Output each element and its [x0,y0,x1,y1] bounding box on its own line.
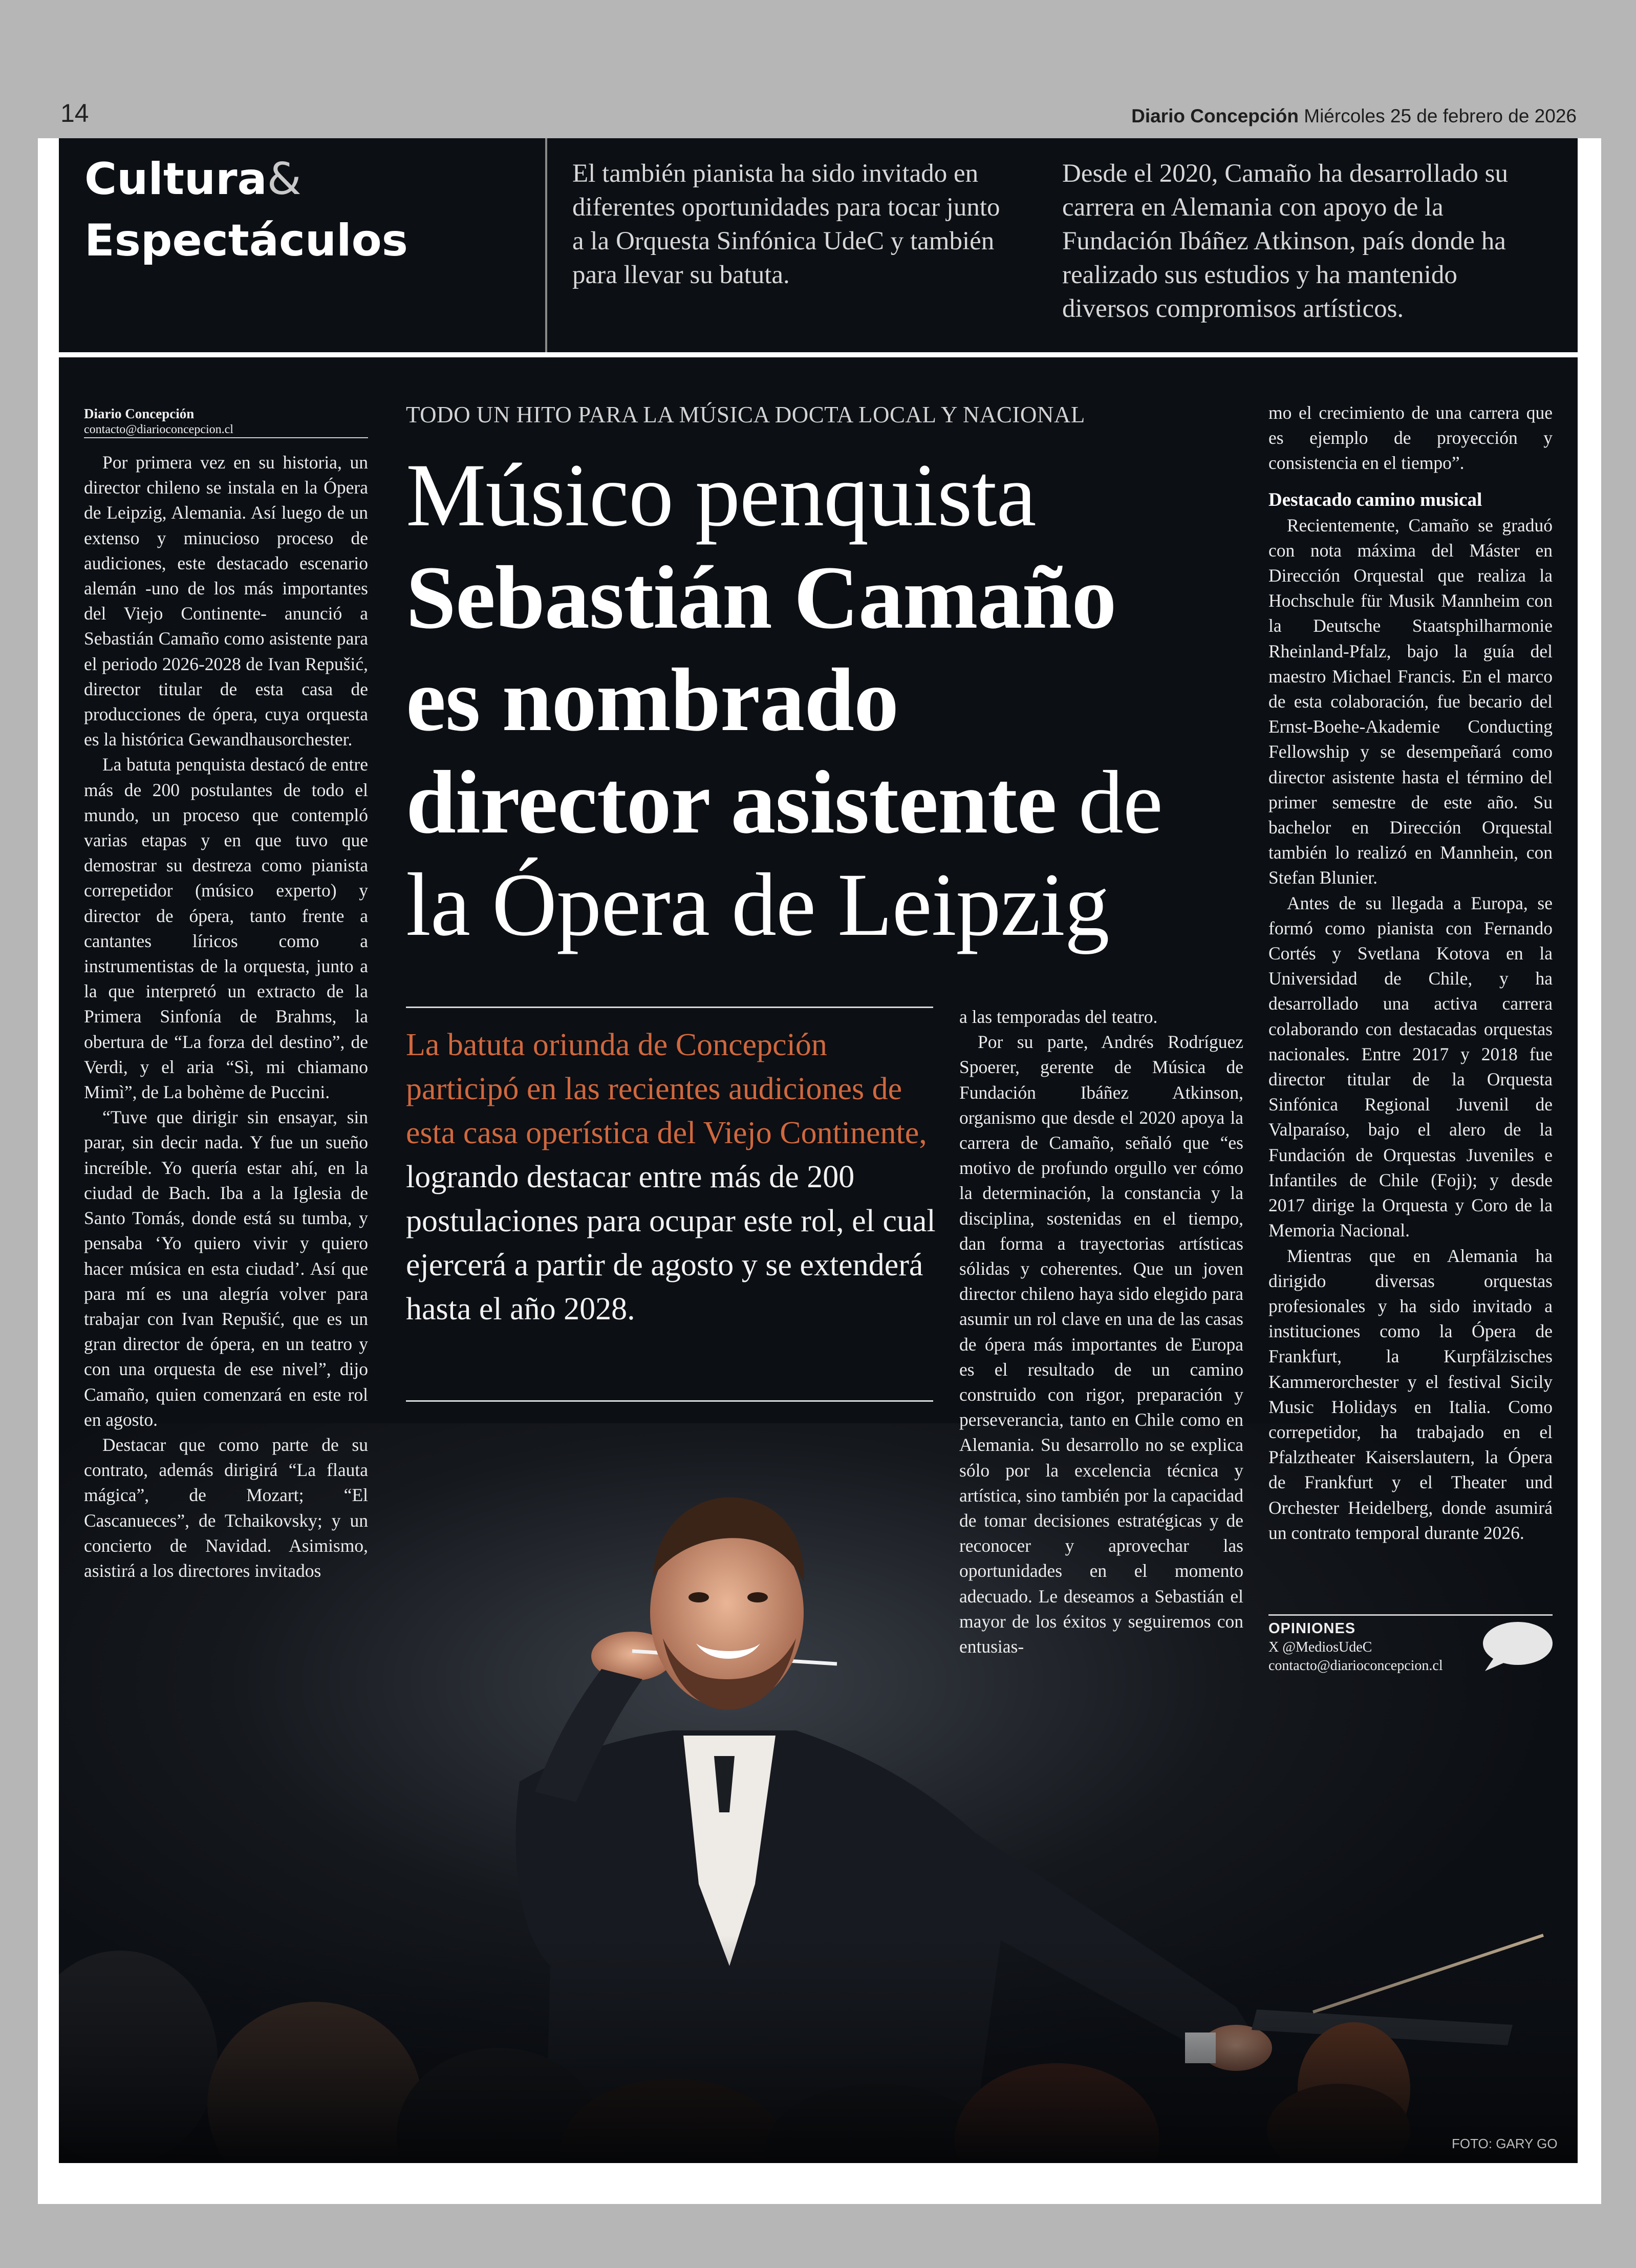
header-rule [59,352,1578,357]
lead-rest: logrando destacar entre más de 200 postulaciones para ocupar este rol, el cual ejercerá a partir de agosto y se extenderá hasta el año 2028. [406,1160,936,1326]
section-title-line1: Cultura [84,154,267,205]
paragraph: “Tuve que dirigir sin ensayar, sin parar, sin decir nada. Y fue un sueño increíble. Yo quería estar ahí, en la ciudad de Bach. Iba a la Iglesia de Santo Tomás, donde está su tumba, y pensaba ‘Yo quiero vivir y quiero hacer música en esta ciudad’. Así que para mí es una alegría volver para trabajar con Ivan Repušić, que es un gran director de ópera, en un teatro y con una orquesta de ese nivel”, dijo Camaño, quien comenzará en este rol en agosto. [84,1107,368,1430]
lead-rule [406,1007,933,1008]
opinions-email[interactable]: contacto@diarioconcepcion.cl [1268,1658,1443,1674]
paragraph: Por primera vez en su historia, un director chileno se instala en la Ópera de Leipzig, Alemania. Así luego de un extenso y minucioso proceso de audiciones, este destacado escenario alemán -uno de los más importantes del Viejo Continente- anunció a Sebastián Camaño como asistente para el periodo 2026-2028 de Ivan Repušić, director titular de esta casa de producciones de ópera, cuya orquesta es la histórica Gewandhausorchester. [84,452,368,750]
paragraph: Antes de su llegada a Europa, se formó como pianista con Fernando Cortés y Svetlana Kotova en la Universidad de Chile, y ha desarrollado una activa carrera colaborando con destacadas orquestas nacionales. Entre 2017 y 2018 fue director titular de la Orquesta Sinfónica Regional Juvenil de Valparaíso, bajo el alero de la Fundación de Orquestas Juveniles e Infantiles de Chile (Foji); y desde 2017 dirige la Orquesta y Coro de la Memoria Nacional. [1268,892,1553,1241]
header-summary-1: El también pianista ha sido invitado en diferentes oportunidades para tocar junto a la Orquesta Sinfónica UdeC y también para llevar su batuta. [572,159,1000,289]
section-title [84,148,408,271]
paragraph: a las temporadas del teatro. [959,1007,1158,1027]
paragraph: Mientras que en Alemania ha dirigido diversas orquestas profesionales y ha sido invitado a instituciones como la Ópera de Frankfurt, la Kurpfälzisches Kammerorchester y el festival Sicily Music Holidays en Italia. Como correpetidor, ha trabajado en el Pfalztheater Kaiserslautern, la Ópera de Frankfurt y el Theater und Orchester Heidelberg, donde asumirá un contrato temporal durante 2026. [1268,1245,1553,1543]
header-summary-2: Desde el 2020, Camaño ha desarrollado su carrera en Alemania con apoyo de la Fundación Ibáñez Atkinson, país donde ha realizado sus estudios y ha mantenido diversos compromisos artísticos. [1062,159,1509,323]
paragraph: Por su parte, Andrés Rodríguez Spoerer, gerente de Música de Fundación Ibáñez Atkinson, organismo que desde el 2020 apoya la carrera de Camaño, señaló que “es motivo de profundo orgullo ver cómo la determinación, la constancia y la disciplina, sostenidas en el tiempo, dan forma a trayectorias artísticas sólidas y coherentes. Que un joven director chileno haya sido elegido para asumir un rol clave en una de las casas de ópera más importantes de Europa es el resultado de un camino construido con rigor, preparación y perseverancia, tanto en Chile como en Alemania. Su desarrollo no se explica sólo por la excelencia técnica y artística, sino también por la capacidad de tomar decisiones estratégicas y de reconocer y aprovechar las oportunidades en el momento adecuado. Le deseamos a Sebastián el mayor de los éxitos y seguiremos con entusias- [959,1032,1243,1657]
paragraph: mo el crecimiento de una carrera que es ejemplo de proyección y consistencia en el tiempo”. [1268,402,1553,474]
article-column-3 [959,1004,1243,1659]
section-title-ampersand: & [267,154,302,205]
byline-email[interactable]: contacto@diarioconcepcion.cl [84,423,233,436]
byline-rule [84,437,368,438]
page-number: 14 [60,99,89,127]
opinions-box [1268,1619,1443,1675]
opinions-social-handle[interactable]: X @MediosUdeC [1268,1639,1372,1655]
lead-rule [406,1400,933,1402]
paragraph: Destacar que como parte de su contrato, además dirigirá “La flauta mágica”, de Mozart; “El Cascanueces”, de Tchaikovsky; y un concierto de Navidad. Asimismo, asistirá a los directores invitados [84,1434,368,1581]
headline-line: de [1056,753,1163,852]
headline-line: Músico penquista [406,445,1036,545]
headline-line: director asistente [406,753,1057,852]
publication-date: Miércoles 25 de febrero de 2026 [1304,105,1577,126]
opinions-title: OPINIONES [1268,1620,1356,1637]
headline-line: la Ópera de Leipzig [406,855,1109,955]
paragraph: La batuta penquista destacó de entre más de 200 postulantes de todo el mundo, un proceso que contempló varias etapas y en que tuvo que demostrar su destreza como pianista correpetidor (músico experto) y director de ópera, tanto frente a cantantes líricos como a instrumentistas de la orquesta, junto a la que interpretó un extracto de la Primera Sinfonía de Brahms, la obertura de “La forza del destino”, de Verdi, y el aria “Sì, mi chiamano Mimì”, de La bohème de Puccini. [84,754,368,1103]
byline-name: Diario Concepción [84,406,195,421]
header-divider [545,138,547,352]
section-title-line2: Espectáculos [84,215,408,266]
photo-credit: FOTO: GARY GO [1452,2136,1558,2151]
lead-paragraph [406,1023,941,1331]
headline-line: es nombrado [406,650,898,750]
article-column-4 [1268,400,1553,1546]
article-column-1 [84,450,368,1584]
subheading: Destacado camino musical [1268,489,1482,510]
publication-name: Diario Concepción [1131,105,1299,126]
lead-accent: La batuta oriunda de Concepción participó en las recientes audiciones de esta casa operística del Viejo Continente, [406,1028,927,1150]
paragraph: Recientemente, Camaño se graduó con nota máxima del Máster en Dirección Orquestal que realiza la Hochschule für Musik Mannheim con la Deutsche Staatsphilharmonie Rheinland-Pfalz, bajo la guía del maestro Michael Francis. En el marco de esta colaboración, fue becario del Ernst-Boehe-Akademie Conducting Fellowship y se desempeñará como director asistente hasta el término del primer semestre de este año. Su bachelor en Dirección Orquestal también lo realizó en Mannhein, con Stefan Blunier. [1268,515,1553,888]
headline [406,444,1256,956]
speech-bubble-icon [1480,1620,1554,1673]
headline-line: Sebastián Camaño [406,548,1116,648]
opinions-rule [1268,1614,1553,1616]
kicker: TODO UN HITO PARA LA MÚSICA DOCTA LOCAL Y NACIONAL [406,402,1085,427]
folio [1131,105,1577,127]
byline [84,405,233,437]
